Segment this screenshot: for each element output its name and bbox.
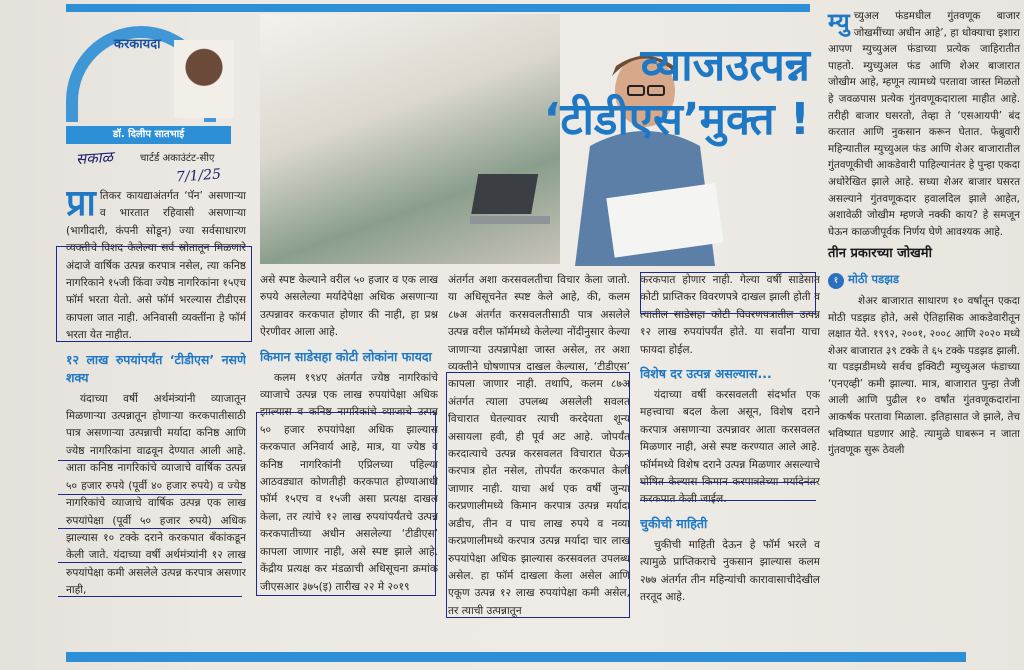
laptop-icon [470, 164, 560, 254]
body-paragraph: शेअर बाजारात साधारण १० वर्षांतून एकदा मोठी पडझड होते, असे ऐतिहासिक आकडेवारीतून लक्षात येते. १९९२, २००१, २००८ आणि २०२० मध्ये शेअर बाजारात ३९ टक्के ते ६५ टक्के पडझड झाली. या पडझडीमध्ये सर्वच इक्विटी म्युच्युअल फंडाच्या ‘एनएव्ही’ कमी झाल्या. मात्र, बाजारात पुन्हा तेजी आली आणि पुढील १० वर्षांत गुंतवणूकदारांना आकर्षक परतावा मिळाला. इतिहासात जे झाले, तेच भविष्यात घडणार आहे. त्यामुळे घाबरून न जाता गुंतवणूक सुरू ठेवली [828, 294, 1020, 457]
body-paragraph: यंदाच्या वर्षी अर्थमंत्र्यांनी व्याजातून मिळणाऱ्या उत्पन्नातून होणाऱ्या करकपातीसाठी पात्र असणाऱ्या उत्पन्नाची मर्यादा कनिष्ठ आणि ज्येष्ठ नागरिकांना वाढवून देण्यात आली आहे. आता कनिष्ठ नागरिकांचे व्याजाचे वार्षिक उत्पन्न ५० हजार रुपये (पूर्वी ४० हजार रुपये) व ज्येष्ठ नागरिकांचे व्याजाचे वार्षिक उत्पन्न एक लाख रुपयांपेक्षा (पूर्वी ५० हजार रुपये) अधिक झाल्यास १० टक्के दराने करकपात बँकांकडून केली जाते. यंदाच्या वर्षी अर्थमंत्र्यांनी १२ लाख रुपयांपेक्षा कमी असलेले उत्पन्न करपात्र असणार नाही, [66, 392, 246, 597]
adjacent-article-column [828, 8, 1020, 459]
subheading-beneficiaries: किमान साडेसहा कोटी लोकांना फायदा [260, 348, 432, 364]
body-paragraph: कलम १९४ए अंतर्गत ज्येष्ठ नागरिकांचे व्याजाचे उत्पन्न एक लाख रुपयांपेक्षा अधिक झाल्यास व कनिष्ठ नागरिकांचे व्याजाचे उत्पन्न ५० हजार रुपयांपेक्षा अधिक झाल्यास करकपात अनिवार्य आहे, मात्र, या ज्येष्ठ व कनिष्ठ नागरिकांनी एप्रिलच्या पहिल्या आठवड्यात कोणतीही करकपात होण्याआधी फॉर्म १५एच व १५जी असा प्रत्यक्ष दाखल केला, तर त्यांचे १२ लाख रुपयांपर्यंतचे उत्पन्न करकपातीच्या अधीन असलेल्या ‘टीडीएस’ कापला जाणार नाही, असे स्पष्ट झाले आहे. केंद्रीय प्रत्यक्ष कर मंडळाची अधिसूचना क्रमांक जीएसआर ३७५(इ) तारीख २२ मे २०१९ [260, 371, 438, 593]
handwritten-note: सकाळ [75, 147, 114, 169]
ink-underline [58, 562, 242, 563]
number-badge: १ [828, 273, 844, 289]
dropcap: प्रा [66, 188, 96, 224]
article-column-4 [640, 272, 820, 648]
author-photo [174, 40, 234, 118]
intro-paragraph: तिकर कायद्याअंतर्गत ‘पॅन’ असणाऱ्या व भारतात रहिवासी असणाऱ्या (भागीदारी, कंपनी सोडून) ज्या सर्वसाधारण व्यक्तीचे विशद केलेल्या सर्व स्रोतातून मिळणारे अंदाजे वार्षिक उत्पन्न करपात्र नसेल, त्या कनिष्ठ नागरिकाने १५जी किंवा ज्येष्ठ नागरिकांना १५एच फॉर्म भरता येतो. असे फॉर्म भरल्यास टीडीएस कापला जात नाही. अनिवासी व्यक्तींना हे फॉर्म भरता येत नाहीत. [66, 190, 246, 342]
body-paragraph: चुकीची माहिती देऊन हे फॉर्म भरले व त्यामुळे प्राप्तिकराचे नुकसान झाल्यास कलम २७७ अंतर्गत तीन महिन्यांची कारावासाचीदेखील तरतूद आहे. [640, 538, 820, 604]
ink-underline [640, 482, 816, 483]
subheading-special-rate: विशेष दर उत्पन्न असल्यास... [640, 366, 772, 382]
headline [500, 40, 810, 148]
ink-bracket [640, 272, 816, 314]
column-label: करकायदा [114, 37, 161, 52]
body-paragraph: अंतर्गत अशा करसवलतीचा विचार केला जातो. या अधिसूचनेत स्पष्ट केले आहे, की, कलम ८७अ अंतर्गत करसवलतीसाठी पात्र असलेले उत्पन्न वरील फॉर्ममध्ये केलेल्या नोंदीनुसार केल्या जाणाऱ्या उत्पन्नापेक्षा जास्त असेल, तर अशा व्यक्तीने घोषणापत्र दाखल केल्यास, ‘टीडीएस’ कापला जाणार नाही. तथापि, कलम ८७अ अंतर्गत त्याला उपलब्ध असलेली सवलत विचारात घेतल्यावर त्याची करदेयता शून्य असायला हवी, ही पूर्व अट आहे. जोपर्यंत करदात्याचे उत्पन्न करसवलत विचारात घेऊन करपात्र होत नसेल, तोपर्यंत करकपात केली जाणार नाही. याचा अर्थ एक वर्षी जुन्या करप्रणालीमध्ये किमान करपात्र उत्पन्न मर्यादा अडीच, तीन व पाच लाख रुपये व नव्या करप्रणालीमध्ये करपात्र उत्पन्न मर्यादा चार लाख रुपयांपेक्षा अधिक झाल्यास करसवलत उपलब्ध असेल. हा फॉर्म दाखला केला असेल आणि एकूण उत्पन्न १२ लाख रुपयांपेक्षा कमी असेल, तर त्याची उत्पन्नातून [448, 274, 630, 617]
subheading-three-risks: तीन प्रकारच्या जोखमी [828, 246, 932, 262]
headline-line-2: ‘टीडीएस’मुक्त ! [543, 94, 810, 145]
body-paragraph: असे स्पष्ट केल्याने वरील ५० हजार व एक लाख रुपये असलेल्या मर्यादेपेक्षा अधिक असणाऱ्या उत्पन्नावर करकपात होणार की नाही, हा प्रश्न ऐरणीवर आला आहे. [260, 274, 438, 339]
ink-bracket [256, 412, 436, 596]
dropcap: म्यु [828, 8, 850, 36]
top-rule [66, 4, 810, 12]
ink-underline [58, 494, 242, 495]
body-paragraph: च्युअल फंडमधील गुंतवणूक बाजार जोखमींच्या अधीन आहे’, हा धोक्याचा इशारा आपण म्युच्युअल फंडाच्या प्रत्येक जाहिरातीत पाहतो. म्युच्युअल फंड आणि शेअर बाजारात जोखीम आहे, म्हणून त्यामध्ये परतावा जास्त मिळतो हे जवळपास प्रत्येक गुंतवणूकदाराला माहीत आहे. तरीही बाजार घसरतो, तेव्हा ते ‘एसआयपी’ बंद करतात आणि नुकसान करून घेतात. फेब्रुवारी महिन्यातील म्युच्युअल फंड आणि शेअर बाजारातील गुंतवणूकीची आकडेवारी पाहिल्यानंतर हे पुन्हा एकदा अधोरेखित झाले आहे. सध्या शेअर बाजार घसरत असल्याने गुंतवणूकदार हवालदिल झाले आहेत, अशावेळी जोखीम म्हणजे नक्की काय? हे समजून घेऊन काळजीपूर्वक निर्णय घेणे आवश्यक आहे. [828, 10, 1020, 238]
bottom-rule [66, 652, 966, 662]
risk-item-heading [828, 271, 1020, 289]
ink-bracket [56, 246, 252, 342]
handwritten-date: 7/1/25 [175, 166, 222, 186]
ink-underline [58, 460, 242, 461]
subheading-12-lakh: १२ लाख रुपयांपर्यंत ‘टीडीएस’ नसणे शक्य [66, 351, 246, 385]
ink-underline [640, 500, 816, 501]
subheading-wrong-info: चुकीची माहिती [640, 515, 708, 531]
ink-bracket [446, 372, 630, 618]
body-paragraph: करकपात होणार नाही. गेल्या वर्षी साडेसात कोटी प्राप्तिकर विवरणपत्रे दाखल झाली होती व त्यातील साडेसहा कोटी विवरणपत्रातील उत्पन्न १२ लाख रुपयांपर्यंत होते. या सर्वांना याचा फायदा होईल. [640, 274, 820, 356]
ink-underline [58, 528, 242, 529]
author-name: डॉ. दिलीप सातभाई [66, 126, 231, 144]
author-designation: चार्टर्ड अकाउंटंट-सीए [140, 153, 215, 164]
body-paragraph: यंदाच्या वर्षी करसवलती संदर्भात एक महत्त्वाचा बदल केला असून, विशेष दराने करपात्र असणाऱ्या उत्पन्नावर आता करसवलत मिळणार नाही, असे स्पष्ट करण्यात आले आहे. फॉर्ममध्ये विशेष दराने उत्पन्न मिळणार असल्याचे घोषित केल्यास किमान करपात्रतेच्या मर्यादेनंतर करकपात केली जाईल. [640, 389, 820, 506]
ink-underline [58, 596, 242, 597]
headline-line-1: व्याजउत्पन्न [640, 40, 810, 91]
risk-title: मोठी पडझड [848, 271, 900, 286]
